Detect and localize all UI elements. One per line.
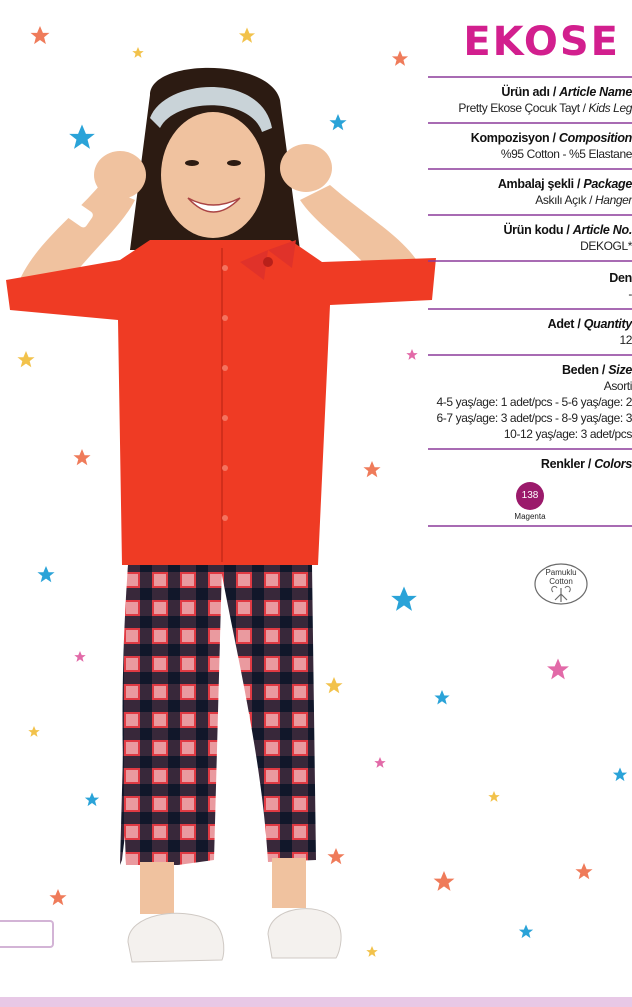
value-tr: - xyxy=(628,287,632,301)
star-icon xyxy=(613,768,627,782)
spec-row-colors: Renkler / Colors 138 Magenta xyxy=(428,450,632,525)
label-en: Colors xyxy=(594,457,632,471)
label-tr: Beden xyxy=(561,363,599,377)
spec-panel xyxy=(428,76,632,527)
divider xyxy=(428,448,632,450)
divider xyxy=(428,214,632,216)
badge-line-2: Cotton xyxy=(549,577,573,586)
value-tr: DEKOGL* xyxy=(580,239,632,253)
value-tr: 12 xyxy=(619,333,632,347)
divider xyxy=(428,168,632,170)
label-en: Size xyxy=(608,363,632,377)
page-title: EKOSE xyxy=(463,19,620,65)
size-line: 4-5 yaş/age: 1 adet/pcs - 5-6 yaş/age: 2 xyxy=(436,395,632,409)
bottom-bar xyxy=(0,997,632,1007)
divider xyxy=(428,525,632,527)
page-tab xyxy=(0,920,54,948)
label-tr: Den xyxy=(609,271,632,285)
spec-row-composition: Kompozisyon / Composition %95 Cotton - %5 Elastane xyxy=(428,124,632,168)
color-name: Magenta xyxy=(514,512,546,521)
value-en: Hanger xyxy=(595,193,632,207)
label-en: Article No. xyxy=(572,223,632,237)
divider xyxy=(428,122,632,124)
star-icon xyxy=(488,791,499,802)
spec-row-quantity: Adet / Quantity 12 xyxy=(428,310,632,354)
star-icon xyxy=(547,659,569,680)
size-line: 6-7 yaş/age: 3 adet/pcs - 8-9 yaş/age: 3 xyxy=(436,411,632,425)
label-en: Quantity xyxy=(583,317,632,331)
value-en: Kids Leg xyxy=(588,101,632,115)
label-en: Article Name xyxy=(559,85,632,99)
size-line: 10-12 yaş/age: 3 adet/pcs xyxy=(503,427,632,441)
label-en: Package xyxy=(583,177,632,191)
badge-line-1: Pamuklu xyxy=(545,568,577,577)
value-tr: %95 Cotton - %5 Elastane xyxy=(500,147,632,161)
divider xyxy=(428,308,632,310)
star-icon xyxy=(575,863,592,879)
label-tr: Renkler xyxy=(540,457,585,471)
divider xyxy=(428,76,632,78)
value-tr: Askılı Açık xyxy=(535,193,587,207)
product-photo xyxy=(0,40,440,980)
spec-row-article-name: Ürün adı / Article Name Pretty Ekose Çocuk Tayt / Kids Leg xyxy=(458,85,632,115)
label-en: Composition xyxy=(558,131,632,145)
divider xyxy=(428,260,632,262)
label-tr: Ürün adı xyxy=(501,85,550,99)
label-tr: Ambalaj şekli xyxy=(497,177,574,191)
spec-row-package: Ambalaj şekli / Package Askılı Açık / Hanger xyxy=(497,177,632,207)
label-tr: Adet xyxy=(547,317,575,331)
spec-row-article-no: Ürün kodu / Article No. DEKOGL* xyxy=(428,216,632,260)
divider xyxy=(428,354,632,356)
label-tr: Kompozisyon xyxy=(470,131,550,145)
star-icon xyxy=(519,925,533,939)
cotton-badge xyxy=(533,562,589,606)
size-value: Asorti xyxy=(603,379,632,393)
color-swatch: 138 xyxy=(516,482,544,510)
label-tr: Ürün kodu xyxy=(503,223,564,237)
value-tr: Pretty Ekose Çocuk Tayt xyxy=(458,101,580,115)
spec-row-den xyxy=(428,262,632,308)
spec-row-size: Beden / Size Asorti 4-5 yaş/age: 1 adet/pcs - 5-6 yaş/age: 2 6-7 yaş/age: 3 adet/pcs - 8-9 yaş/age: 3 10-12 yaş/age: 3 adet/pcs xyxy=(428,356,632,448)
